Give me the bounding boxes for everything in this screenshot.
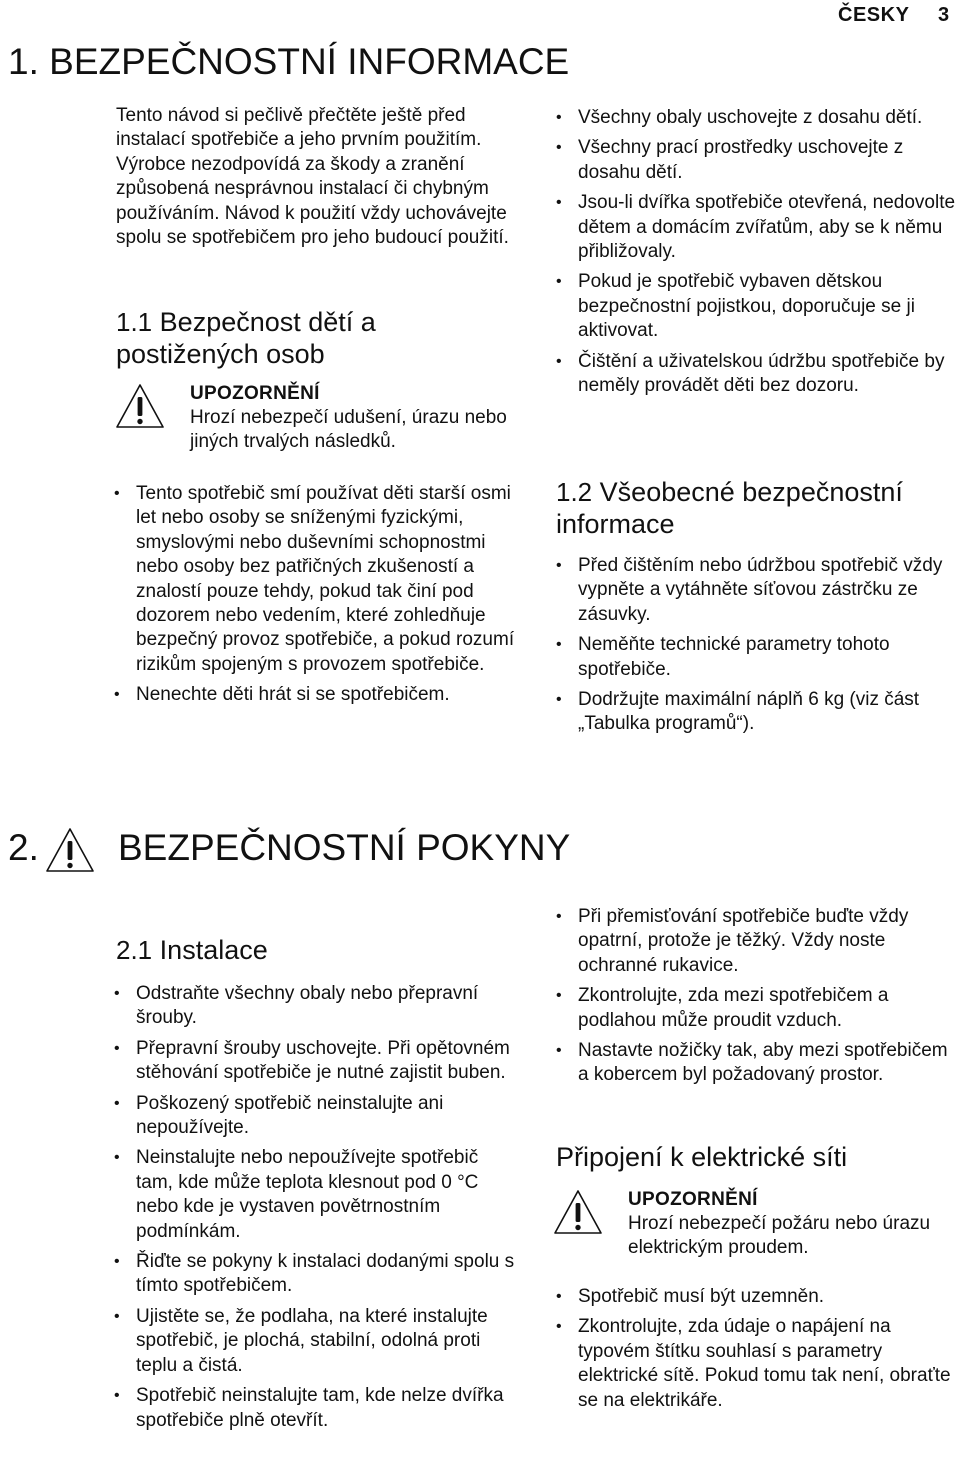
list-item: • Odstraňte všechny obaly nebo přepravní šrouby. <box>114 982 516 1031</box>
warning-box-electrical <box>552 1188 960 1261</box>
list-item: • Řiďte se pokyny k instalaci dodanými spolu s tímto spotřebičem. <box>114 1250 516 1299</box>
subsection-1-1-heading <box>116 306 516 370</box>
warning-triangle-icon <box>114 382 166 430</box>
list-item: • Neinstalujte nebo nepoužívejte spotřebič tam, kde může teplota klesnout pod 0 °C nebo kde je vystaven povětrnostním podmínkám. <box>114 1146 516 1244</box>
warning-triangle-icon <box>552 1188 604 1236</box>
subsection-1-1-title: Bezpečnost dětí a postižených osob <box>116 307 376 369</box>
warning-title: UPOZORNĚNÍ <box>190 383 320 404</box>
list-item: • Všechny obaly uschovejte z dosahu dětí. <box>556 106 960 130</box>
list-item: • Dodržujte maximální náplň 6 kg (viz část „Tabulka programů“). <box>556 688 960 737</box>
subsection-1-2-heading <box>556 476 956 540</box>
list-item: • Nenechte děti hrát si se spotřebičem. <box>114 683 516 707</box>
subsection-1-1-number: 1.1 <box>116 307 153 337</box>
warning-text: Hrozí nebezpečí požáru nebo úrazu elektrickým proudem. <box>628 1213 931 1259</box>
section-1-intro: Tento návod si pečlivě přečtěte ještě před instalací spotřebiče a jeho prvním použitím. Výrobce nezodpovídá za škody a zranění způsobená nesprávnou instalací či chybným používáním. Návod k použití vždy uchovávejte spolu se spotřebičem pro jeho budoucí použití. <box>116 105 509 249</box>
subsection-1-2-title: Všeobecné bezpečnostní informace <box>556 477 903 539</box>
list-item: • Přepravní šrouby uschovejte. Při opětovném stěhování spotřebiče je nutné zajistit buben. <box>114 1037 516 1086</box>
installation-list-right <box>556 905 960 1088</box>
warning-triangle-icon <box>44 826 96 874</box>
list-item: • Jsou-li dvířka spotřebiče otevřená, nedovolte dětem a domácím zvířatům, aby se k němu přibližovaly. <box>556 191 960 264</box>
language-label: ČESKY <box>838 4 910 26</box>
subsection-2-1-heading <box>116 934 516 966</box>
installation-list-left <box>114 982 516 1433</box>
child-safety-list-right <box>556 106 960 398</box>
page-number: 3 <box>938 4 950 26</box>
list-item: • Spotřebič neinstalujte tam, kde nelze dvířka spotřebiče plně otevřít. <box>114 1384 516 1433</box>
list-item: • Zkontrolujte, zda údaje o napájení na typovém štítku souhlasí s parametry elektrické sítě. Pokud tomu tak není, obraťte se na elektrikáře. <box>556 1315 960 1413</box>
section-1-title: 1. BEZPEČNOSTNÍ INFORMACE <box>8 41 570 82</box>
subsection-2-1-title: Instalace <box>159 935 268 965</box>
list-item: • Neměňte technické parametry tohoto spotřebiče. <box>556 633 960 682</box>
list-item: • Čištění a uživatelskou údržbu spotřebiče by neměly provádět děti bez dozoru. <box>556 350 960 399</box>
list-item: • Při přemisťování spotřebiče buďte vždy opatrní, protože je těžký. Vždy noste ochranné rukavice. <box>556 905 960 978</box>
electrical-connection-title: Připojení k elektrické síti <box>556 1142 848 1172</box>
list-item: • Pokud je spotřebič vybaven dětskou bezpečnostní pojistkou, doporučuje se ji aktivovat. <box>556 270 960 343</box>
subsection-1-2-number: 1.2 <box>556 477 593 507</box>
electrical-list <box>556 1285 960 1413</box>
warning-box-children <box>114 382 524 455</box>
subsection-2-1-number: 2.1 <box>116 935 153 965</box>
list-item: • Tento spotřebič smí používat děti starší osmi let nebo osoby se sníženými fyzickými, smyslovými nebo duševními schopnostmi nebo osoby bez patřičných zkušeností a znalostí pouze tehdy, pokud tak činí pod dozorem nebo vedením, které zohledňuje bezpečný provoz spotřebiče, a pokud rozumí rizikům spojeným s provozem spotřebiče. <box>114 482 516 677</box>
list-item: • Všechny prací prostředky uschovejte z dosahu dětí. <box>556 136 960 185</box>
child-safety-list-left <box>114 482 516 708</box>
warning-text: Hrozí nebezpečí udušení, úrazu nebo jiných trvalých následků. <box>190 407 507 453</box>
warning-title: UPOZORNĚNÍ <box>628 1189 758 1210</box>
section-2-number: 2. <box>8 827 39 868</box>
list-item: • Před čištěním nebo údržbou spotřebič vždy vypněte a vytáhněte síťovou zástrčku ze zásuvky. <box>556 554 960 627</box>
section-2-title: BEZPEČNOSTNÍ POKYNY <box>118 827 571 868</box>
general-safety-list <box>556 554 960 737</box>
list-item: • Poškozený spotřebič neinstalujte ani nepoužívejte. <box>114 1092 516 1141</box>
list-item: • Spotřebič musí být uzemněn. <box>556 1285 960 1309</box>
list-item: • Ujistěte se, že podlaha, na které instalujte spotřebič, je plochá, stabilní, odolná proti teplu a čistá. <box>114 1305 516 1378</box>
list-item: • Zkontrolujte, zda mezi spotřebičem a podlahou může proudit vzduch. <box>556 984 960 1033</box>
list-item: • Nastavte nožičky tak, aby mezi spotřebičem a kobercem byl požadovaný prostor. <box>556 1039 960 1088</box>
